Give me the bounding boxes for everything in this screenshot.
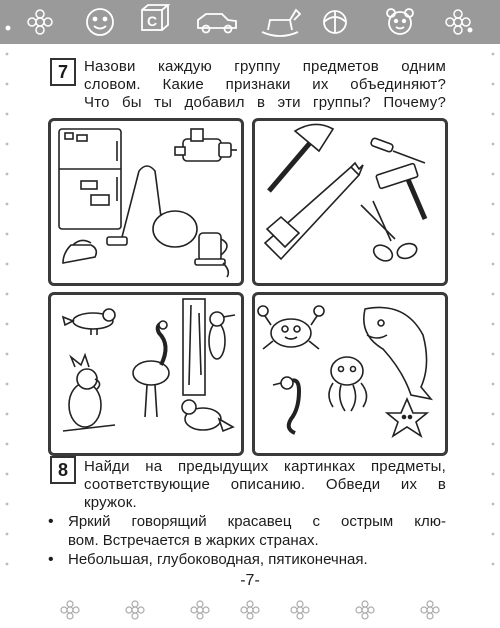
list-item — [46, 550, 446, 569]
flower-icon — [421, 601, 439, 619]
bear-icon — [387, 9, 413, 34]
list-item-line-2: вом. Встречается в жарких странах. — [68, 532, 319, 549]
panel-sea-animals — [252, 292, 448, 456]
screwdriver-icon — [370, 137, 425, 163]
top-decor-band — [0, 0, 500, 44]
iron-icon — [63, 240, 96, 263]
decor-letter: C — [147, 13, 158, 29]
page-number: -7- — [240, 572, 260, 589]
right-dotted-border — [488, 44, 498, 597]
panel-birds — [48, 292, 244, 456]
dolphin-icon — [364, 307, 431, 399]
woodpecker-icon — [183, 299, 235, 395]
footer-flowers — [0, 597, 500, 623]
starfish-icon — [387, 399, 427, 436]
scissors-icon — [361, 201, 419, 264]
task-8-number: 8 — [50, 456, 76, 484]
ball-icon — [324, 11, 346, 33]
sparrow-icon — [63, 309, 115, 335]
task-8-line-3: кружок. — [84, 494, 137, 511]
crab-icon — [258, 306, 324, 349]
birds-illustration — [51, 295, 241, 453]
axe-icon — [269, 124, 333, 191]
kettle-icon — [195, 233, 228, 277]
panel-tools — [252, 118, 448, 286]
seahorse-icon — [273, 377, 299, 433]
appliances-illustration — [51, 121, 241, 283]
face-icon — [87, 9, 113, 35]
fridge-icon — [59, 129, 121, 229]
flower-icon — [61, 601, 79, 619]
rocking-horse-icon — [262, 10, 300, 36]
list-item-line-1: • Небольшая, глубоководная, пятиконечная. — [68, 551, 368, 568]
sea-animals-illustration — [255, 295, 445, 453]
car-icon — [198, 14, 236, 33]
task-7-line-2: словом. Какие признаки их объединяют? — [84, 76, 446, 93]
task-8-text — [84, 458, 446, 512]
meat-grinder-icon — [175, 129, 237, 161]
panel-appliances — [48, 118, 244, 286]
bottom-decor-band — [0, 597, 500, 623]
list-item-line-1: • Яркий говорящий красавец с острым клю- — [68, 513, 446, 530]
flower-icon — [291, 601, 309, 619]
task-8-line-2: соответствующие описанию. Обведи их в — [84, 476, 446, 493]
parrot-icon — [63, 355, 115, 431]
flower-icon — [28, 10, 52, 34]
flower-icon — [191, 601, 209, 619]
left-dotted-border — [2, 44, 12, 597]
list-item — [46, 512, 446, 550]
dove-icon — [182, 400, 233, 431]
flower-icon — [446, 10, 470, 34]
hammer-icon — [376, 163, 425, 219]
task-7-text — [84, 58, 446, 112]
flower-icon — [126, 601, 144, 619]
task-8-line-1: Найди на предыдущих картинках предметы, — [84, 458, 446, 475]
description-list — [46, 512, 446, 569]
header-doodles — [0, 0, 500, 44]
octopus-icon — [329, 357, 367, 411]
task-7-number: 7 — [50, 58, 76, 86]
task-7-line-1: Назови каждую группу предметов одним — [84, 58, 446, 75]
flower-icon — [241, 601, 259, 619]
flamingo-icon — [133, 321, 169, 417]
tools-illustration — [255, 121, 445, 283]
task-7-line-3: Что бы ты добавил в эти группы? Почему? — [84, 94, 446, 111]
flower-icon — [356, 601, 374, 619]
